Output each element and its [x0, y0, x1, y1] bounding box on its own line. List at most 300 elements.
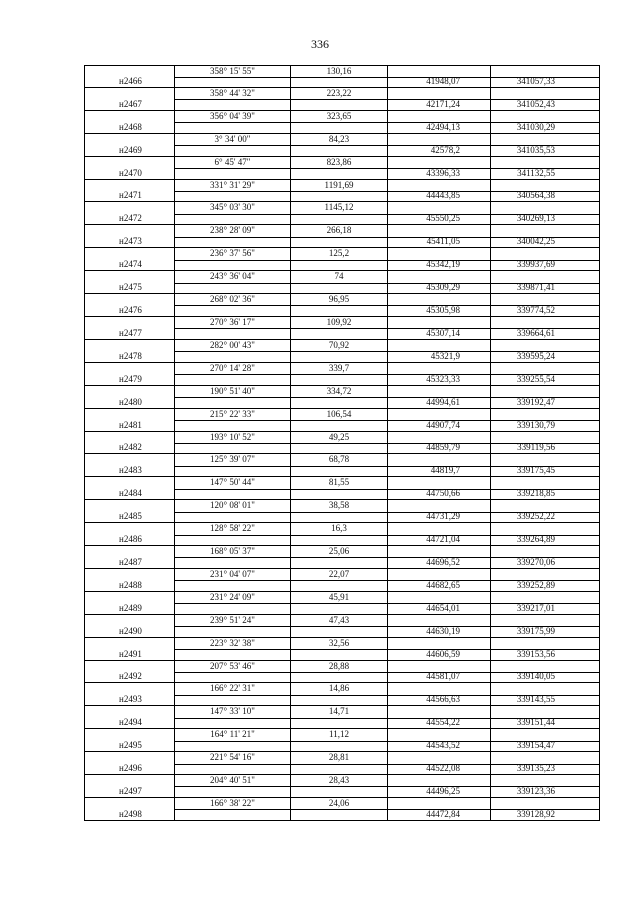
- x-coordinate: 43396,33: [426, 167, 460, 178]
- point-name: н2496: [119, 763, 142, 774]
- bearing-value: 231° 24' 09": [210, 591, 255, 602]
- x-coordinate: 41948,07: [426, 75, 460, 86]
- x-coordinate: 45323,33: [426, 373, 460, 384]
- y-coordinate: 339153,56: [516, 648, 555, 659]
- x-coordinate: 44581,07: [426, 671, 460, 682]
- table-row: [84, 225, 600, 248]
- point-cell: [84, 180, 174, 202]
- distance-cell: [290, 569, 387, 591]
- distance-slot: [291, 225, 387, 237]
- distance-cell: [290, 454, 387, 476]
- distance-cell: [290, 432, 387, 454]
- distance-value: 49,25: [328, 431, 350, 442]
- y-coordinate-cell: [490, 592, 600, 614]
- distance-slot: [291, 88, 387, 100]
- point-cell: [84, 477, 174, 499]
- x-coordinate: 44907,74: [426, 419, 460, 430]
- distance-slot: [291, 409, 387, 421]
- bearing-slot: [175, 157, 290, 169]
- bearing-cell: [174, 729, 290, 751]
- x-coordinate: 45342,19: [426, 259, 460, 270]
- distance-cell: [290, 683, 387, 705]
- distance-cell: [290, 248, 387, 270]
- y-coordinate: 339130,79: [516, 419, 555, 430]
- x-coordinate: 44994,61: [426, 396, 460, 407]
- distance-slot: [291, 477, 387, 489]
- distance-value: 16,3: [331, 523, 347, 534]
- point-cell: [84, 729, 174, 751]
- bearing-cell: [174, 180, 290, 202]
- point-name: н2484: [119, 488, 142, 499]
- table-row: [84, 569, 600, 592]
- point-cell: [84, 66, 174, 87]
- bearing-cell: [174, 157, 290, 179]
- y-coordinate: 339270,06: [516, 556, 555, 567]
- x-coordinate-cell: [387, 340, 490, 362]
- x-coordinate: 44543,52: [426, 740, 460, 751]
- y-coordinate-cell: [490, 363, 600, 385]
- bearing-cell: [174, 615, 290, 637]
- y-coordinate-cell: [490, 88, 600, 110]
- distance-cell: [290, 386, 387, 408]
- point-cell: [84, 500, 174, 522]
- point-cell: [84, 683, 174, 705]
- point-name: н2483: [119, 465, 142, 476]
- y-coordinate: 339143,55: [516, 694, 555, 705]
- distance-cell: [290, 775, 387, 797]
- table-row: [84, 798, 600, 821]
- point-name: н2497: [119, 786, 142, 796]
- bearing-slot: [175, 752, 290, 764]
- y-coordinate: 339175,45: [516, 465, 555, 476]
- distance-slot: [291, 729, 387, 741]
- bearing-slot: [175, 340, 290, 352]
- point-cell: [84, 294, 174, 316]
- distance-slot: [291, 180, 387, 192]
- bearing-value: 243° 36' 04": [210, 271, 255, 282]
- y-coordinate-cell: [490, 134, 600, 156]
- x-coordinate: 44721,04: [426, 534, 460, 545]
- y-coordinate: 339135,23: [516, 763, 555, 774]
- distance-value: 223,22: [326, 87, 352, 98]
- y-coordinate: 339255,54: [516, 373, 555, 384]
- bearing-cell: [174, 546, 290, 568]
- distance-cell: [290, 615, 387, 637]
- distance-slot: [291, 454, 387, 466]
- bearing-value: 128° 58' 22": [210, 523, 255, 534]
- x-coordinate-cell: [387, 363, 490, 385]
- table-row: [84, 752, 600, 775]
- bearing-cell: [174, 477, 290, 499]
- table-row: [84, 317, 600, 340]
- bearing-value: 120° 08' 01": [210, 500, 255, 511]
- y-coordinate-cell: [490, 523, 600, 545]
- distance-cell: [290, 409, 387, 431]
- bearing-slot: [175, 432, 290, 444]
- y-coordinate-cell: [490, 706, 600, 728]
- x-coordinate-cell: [387, 569, 490, 591]
- x-coordinate-cell: [387, 248, 490, 270]
- x-coordinate: 42494,13: [426, 121, 460, 132]
- x-coordinate: 44696,52: [426, 556, 460, 567]
- table-row: [84, 683, 600, 706]
- y-coordinate: 339217,01: [516, 602, 555, 613]
- point-name: н2481: [119, 419, 142, 430]
- distance-value: 47,43: [328, 614, 350, 625]
- point-name: н2482: [119, 442, 142, 453]
- distance-cell: [290, 66, 387, 87]
- x-coordinate: 44654,01: [426, 602, 460, 613]
- point-cell: [84, 454, 174, 476]
- bearing-value: 331° 31' 29": [210, 179, 255, 190]
- distance-cell: [290, 157, 387, 179]
- distance-value: 11,12: [329, 729, 349, 740]
- distance-slot: [291, 271, 387, 283]
- bearing-value: 147° 50' 44": [210, 477, 255, 488]
- point-name: н2493: [119, 694, 142, 705]
- point-name: н2476: [119, 304, 142, 315]
- y-coordinate: 341030,29: [516, 121, 555, 132]
- x-coordinate-cell: [387, 546, 490, 568]
- bearing-value: 164° 11' 21": [210, 729, 255, 740]
- point-cell: [84, 752, 174, 774]
- bearing-value: 223° 32' 38": [210, 637, 255, 648]
- y-coordinate-cell: [490, 752, 600, 774]
- bearing-value: 221° 54' 16": [210, 752, 255, 763]
- x-coordinate-cell: [387, 432, 490, 454]
- bearing-slot: [175, 134, 290, 146]
- y-coordinate-cell: [490, 546, 600, 568]
- distance-slot: [291, 706, 387, 718]
- y-coordinate-cell: [490, 111, 600, 133]
- point-cell: [84, 432, 174, 454]
- x-coordinate: 44819,7: [430, 465, 460, 476]
- point-cell: [84, 546, 174, 568]
- distance-value: 339,7: [328, 362, 350, 373]
- table-row: [84, 409, 600, 432]
- point-name: н2468: [119, 121, 142, 132]
- table-row: [84, 592, 600, 615]
- bearing-value: 215° 22' 33": [210, 408, 255, 419]
- x-coordinate-cell: [387, 477, 490, 499]
- distance-value: 14,86: [328, 683, 350, 694]
- y-coordinate: 341035,53: [516, 144, 555, 155]
- distance-slot: [291, 432, 387, 444]
- bearing-value: 356° 04' 39": [210, 110, 255, 121]
- y-coordinate-cell: [490, 729, 600, 751]
- bearing-slot: [175, 409, 290, 421]
- bearing-value: 147° 33' 10": [210, 706, 255, 717]
- y-coordinate-cell: [490, 477, 600, 499]
- bearing-cell: [174, 500, 290, 522]
- y-coordinate: 339595,24: [516, 350, 555, 361]
- y-coordinate: 339140,05: [516, 671, 555, 682]
- bearing-slot: [175, 798, 290, 810]
- point-name: н2490: [119, 625, 142, 636]
- x-coordinate: 45307,14: [426, 327, 460, 338]
- point-cell: [84, 569, 174, 591]
- distance-value: 106,54: [326, 408, 352, 419]
- distance-slot: [291, 683, 387, 695]
- distance-slot: [291, 661, 387, 673]
- table-row: [84, 88, 600, 111]
- table-row: [84, 271, 600, 294]
- point-cell: [84, 592, 174, 614]
- distance-slot: [291, 66, 387, 78]
- x-coordinate-cell: [387, 157, 490, 179]
- point-cell: [84, 523, 174, 545]
- table-row: [84, 523, 600, 546]
- x-coordinate-cell: [387, 294, 490, 316]
- bearing-slot: [175, 615, 290, 627]
- y-coordinate-cell: [490, 661, 600, 683]
- bearing-value: 231° 04' 07": [210, 568, 255, 579]
- x-coordinate-cell: [387, 66, 490, 87]
- distance-value: 24,06: [328, 798, 350, 808]
- bearing-slot: [175, 180, 290, 192]
- y-coordinate-cell: [490, 432, 600, 454]
- y-coordinate-cell: [490, 409, 600, 431]
- x-coordinate-cell: [387, 615, 490, 637]
- point-name: н2491: [119, 648, 142, 659]
- bearing-cell: [174, 798, 290, 820]
- point-cell: [84, 409, 174, 431]
- distance-cell: [290, 661, 387, 683]
- y-coordinate: 339192,47: [516, 396, 555, 407]
- bearing-value: 204° 40' 51": [210, 775, 255, 786]
- distance-cell: [290, 729, 387, 751]
- point-name: н2485: [119, 511, 142, 522]
- x-coordinate-cell: [387, 225, 490, 247]
- distance-cell: [290, 546, 387, 568]
- point-name: н2487: [119, 556, 142, 567]
- distance-slot: [291, 157, 387, 169]
- bearing-cell: [174, 523, 290, 545]
- point-cell: [84, 271, 174, 293]
- y-coordinate-cell: [490, 202, 600, 224]
- distance-cell: [290, 500, 387, 522]
- bearing-cell: [174, 225, 290, 247]
- bearing-cell: [174, 409, 290, 431]
- bearing-value: 358° 15' 55": [210, 66, 255, 76]
- distance-value: 32,56: [328, 637, 350, 648]
- table-row: [84, 363, 600, 386]
- point-cell: [84, 317, 174, 339]
- bearing-slot: [175, 386, 290, 398]
- distance-value: 14,71: [328, 706, 350, 717]
- bearing-value: 207° 53' 46": [210, 660, 255, 671]
- x-coordinate: 44630,19: [426, 625, 460, 636]
- bearing-cell: [174, 592, 290, 614]
- distance-cell: [290, 340, 387, 362]
- bearing-slot: [175, 248, 290, 260]
- y-coordinate-cell: [490, 500, 600, 522]
- y-coordinate: 339151,44: [516, 717, 555, 728]
- distance-slot: [291, 615, 387, 627]
- bearing-slot: [175, 294, 290, 306]
- bearing-slot: [175, 523, 290, 535]
- y-coordinate-cell: [490, 248, 600, 270]
- point-name: н2486: [119, 534, 142, 545]
- bearing-cell: [174, 134, 290, 156]
- y-coordinate: 341132,55: [517, 167, 555, 178]
- point-cell: [84, 248, 174, 270]
- point-name: н2467: [119, 98, 142, 109]
- table-row: [84, 775, 600, 798]
- table-row: [84, 157, 600, 180]
- bearing-cell: [174, 661, 290, 683]
- x-coordinate-cell: [387, 88, 490, 110]
- x-coordinate-cell: [387, 523, 490, 545]
- bearing-cell: [174, 386, 290, 408]
- distance-value: 334,72: [326, 385, 352, 396]
- bearing-slot: [175, 317, 290, 329]
- distance-value: 28,81: [328, 752, 350, 763]
- point-name: н2478: [119, 350, 142, 361]
- distance-slot: [291, 775, 387, 787]
- y-coordinate: 339252,22: [516, 511, 555, 522]
- table-row: [84, 386, 600, 409]
- distance-slot: [291, 752, 387, 764]
- point-name: н2479: [119, 373, 142, 384]
- x-coordinate-cell: [387, 729, 490, 751]
- distance-value: 74: [334, 271, 344, 282]
- bearing-cell: [174, 454, 290, 476]
- bearing-slot: [175, 225, 290, 237]
- table-row: [84, 477, 600, 500]
- bearing-value: 193° 10' 52": [210, 431, 255, 442]
- y-coordinate-cell: [490, 569, 600, 591]
- bearing-cell: [174, 294, 290, 316]
- bearing-slot: [175, 729, 290, 741]
- y-coordinate-cell: [490, 683, 600, 705]
- y-coordinate: 339154,47: [516, 740, 555, 751]
- x-coordinate: 44566,63: [426, 694, 460, 705]
- y-coordinate: 339123,36: [516, 786, 555, 796]
- distance-slot: [291, 592, 387, 604]
- bearing-cell: [174, 569, 290, 591]
- point-name: н2498: [119, 808, 142, 819]
- distance-cell: [290, 180, 387, 202]
- distance-cell: [290, 706, 387, 728]
- table-row: [84, 134, 600, 157]
- distance-value: 125,2: [328, 248, 350, 259]
- x-coordinate-cell: [387, 386, 490, 408]
- bearing-slot: [175, 454, 290, 466]
- bearing-value: 282° 00' 43": [210, 339, 255, 350]
- point-cell: [84, 340, 174, 362]
- y-coordinate-cell: [490, 638, 600, 660]
- bearing-value: 358° 44' 32": [210, 87, 255, 98]
- point-cell: [84, 225, 174, 247]
- bearing-cell: [174, 706, 290, 728]
- x-coordinate-cell: [387, 317, 490, 339]
- bearing-cell: [174, 432, 290, 454]
- y-coordinate-cell: [490, 225, 600, 247]
- y-coordinate: 341052,43: [516, 98, 555, 109]
- distance-value: 1145,12: [324, 202, 354, 213]
- y-coordinate: 339937,69: [516, 259, 555, 270]
- x-coordinate-cell: [387, 752, 490, 774]
- point-cell: [84, 638, 174, 660]
- distance-slot: [291, 363, 387, 375]
- distance-value: 109,92: [326, 316, 352, 327]
- x-coordinate: 45309,29: [426, 282, 460, 293]
- distance-cell: [290, 477, 387, 499]
- point-cell: [84, 134, 174, 156]
- table-row: [84, 500, 600, 523]
- distance-slot: [291, 248, 387, 260]
- x-coordinate-cell: [387, 638, 490, 660]
- x-coordinate: 42578,2: [430, 144, 460, 155]
- distance-value: 70,92: [328, 339, 350, 350]
- bearing-cell: [174, 340, 290, 362]
- x-coordinate-cell: [387, 180, 490, 202]
- y-coordinate-cell: [490, 340, 600, 362]
- table-row: [84, 248, 600, 271]
- x-coordinate-cell: [387, 500, 490, 522]
- distance-value: 96,95: [328, 294, 350, 305]
- page-number: 336: [311, 37, 329, 51]
- distance-value: 81,55: [328, 477, 350, 488]
- bearing-slot: [175, 706, 290, 718]
- bearing-slot: [175, 202, 290, 214]
- y-coordinate: 339871,41: [516, 282, 555, 293]
- distance-slot: [291, 294, 387, 306]
- x-coordinate-cell: [387, 706, 490, 728]
- x-coordinate-cell: [387, 661, 490, 683]
- x-coordinate: 42171,24: [426, 98, 460, 109]
- x-coordinate-cell: [387, 683, 490, 705]
- distance-slot: [291, 134, 387, 146]
- point-name: н2466: [119, 75, 142, 86]
- y-coordinate-cell: [490, 386, 600, 408]
- distance-cell: [290, 363, 387, 385]
- bearing-cell: [174, 271, 290, 293]
- y-coordinate: 339119,56: [517, 442, 555, 453]
- distance-slot: [291, 202, 387, 214]
- point-cell: [84, 775, 174, 797]
- x-coordinate-cell: [387, 409, 490, 431]
- distance-cell: [290, 225, 387, 247]
- table-row: [84, 65, 600, 88]
- distance-cell: [290, 523, 387, 545]
- bearing-cell: [174, 775, 290, 797]
- x-coordinate: 44472,84: [426, 808, 460, 819]
- y-coordinate-cell: [490, 454, 600, 476]
- distance-value: 1191,69: [324, 179, 354, 190]
- x-coordinate: 44522,08: [426, 763, 460, 774]
- table-row: [84, 706, 600, 729]
- bearing-value: 345° 03' 30": [210, 202, 255, 213]
- distance-cell: [290, 134, 387, 156]
- bearing-slot: [175, 271, 290, 283]
- bearing-cell: [174, 752, 290, 774]
- x-coordinate: 44859,79: [426, 442, 460, 453]
- x-coordinate-cell: [387, 271, 490, 293]
- bearing-value: 236° 37' 56": [210, 248, 255, 259]
- x-coordinate-cell: [387, 134, 490, 156]
- point-name: н2494: [119, 717, 142, 728]
- point-name: н2471: [119, 190, 142, 201]
- bearing-value: 166° 22' 31": [210, 683, 255, 694]
- x-coordinate: 45550,25: [426, 213, 460, 224]
- table-row: [84, 111, 600, 134]
- bearing-cell: [174, 88, 290, 110]
- distance-slot: [291, 523, 387, 535]
- bearing-slot: [175, 66, 290, 78]
- point-name: н2472: [119, 213, 142, 224]
